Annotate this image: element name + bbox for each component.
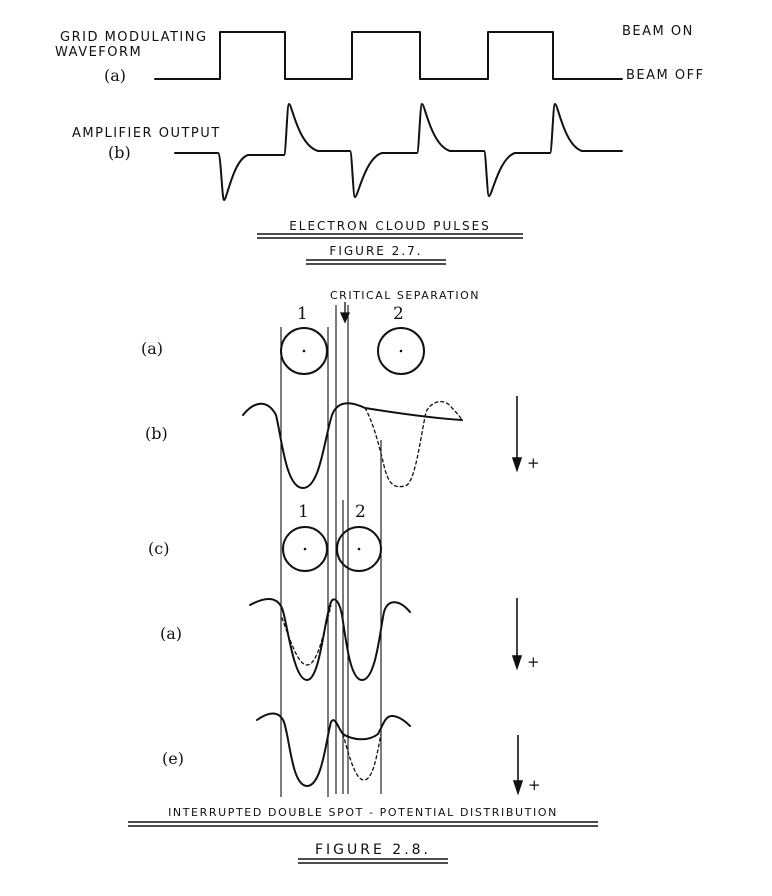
polarity-plus: + [527,454,540,472]
fig28-label-e: (e) [162,749,184,768]
fig28-label-b: (b) [145,424,168,443]
fig28-label-d: (a) [160,624,183,643]
fig27-label-a: (a) [104,66,127,85]
spot-center-dot [303,350,306,353]
fig27-caption-figure: FIGURE 2.7. [329,244,423,258]
spot-center-dot [304,548,307,551]
spot-2-label: 2 [355,502,366,522]
fig27-label-b: (b) [108,143,131,162]
polarity-arrowhead [513,656,521,668]
critical-separation-label: CRITICAL SEPARATION [330,289,480,302]
spot-center-dot [358,548,361,551]
beam-off-label: BEAM OFF [626,68,705,83]
grid-modulating-label: GRID MODULATING [60,30,208,45]
potential-curve-e-dashed [343,734,381,780]
grid-modulating-waveform [155,32,622,79]
polarity-arrowhead [514,781,522,793]
spot-1-label: 1 [298,502,309,522]
amplifier-output-label: AMPLIFIER OUTPUT [72,126,221,141]
polarity-plus: + [528,776,541,794]
fig28-label-a: (a) [141,339,164,358]
spot-center-dot [400,350,403,353]
fig28-caption-figure: FIGURE 2.8. [314,842,431,858]
waveform-label: WAVEFORM [55,45,143,60]
potential-curve-e [257,714,410,787]
beam-on-label: BEAM ON [622,24,694,39]
potential-curve-b [243,403,462,488]
spot-2-label: 2 [393,304,404,324]
spot-1-label: 1 [297,304,308,324]
amplifier-output-waveform [175,104,622,200]
potential-curve-d-dashed [282,606,331,665]
fig27-caption-title: ELECTRON CLOUD PULSES [289,219,491,233]
fig28-caption-title: INTERRUPTED DOUBLE SPOT - POTENTIAL DISTRIBUTION [168,806,558,819]
polarity-plus: + [527,653,540,671]
fig28-label-c: (c) [148,539,170,558]
polarity-arrowhead [513,458,521,470]
